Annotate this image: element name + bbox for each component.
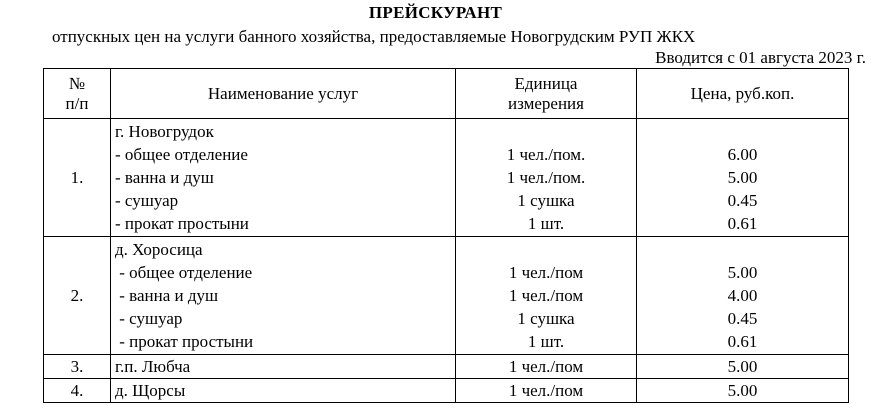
- unit-value: 1 чел./пом: [508, 286, 584, 305]
- unit-value: 1 шт.: [527, 214, 565, 233]
- header-number-line2: п/п: [65, 93, 89, 113]
- unit-value: 1 сушка: [517, 191, 575, 210]
- prices: [637, 119, 849, 237]
- unit-value: 1 чел./пом: [456, 355, 637, 379]
- service-item: - ванна и душ: [115, 286, 219, 305]
- unit-spacer: [456, 120, 636, 143]
- price-spacer: [637, 238, 848, 261]
- price-value: 0.45: [727, 191, 758, 210]
- service-names: [111, 119, 456, 237]
- row-number: 3.: [44, 355, 111, 379]
- table-header-row: [44, 69, 849, 119]
- place-name: д. Щорсы: [111, 379, 456, 403]
- service-names: [111, 237, 456, 355]
- table-row-group-3: [44, 355, 849, 379]
- header-service-name: Наименование услуг: [111, 69, 456, 119]
- service-item: - сушуар: [115, 309, 183, 328]
- unit-value: 1 шт.: [527, 332, 565, 351]
- place-name: г.п. Любча: [111, 355, 456, 379]
- place-name: д. Хоросица: [115, 240, 203, 259]
- unit-value: 1 чел./пом: [456, 379, 637, 403]
- document-title: ПРЕЙСКУРАНТ: [368, 3, 503, 22]
- price-value: 0.45: [727, 309, 758, 328]
- service-item: - ванна и душ: [115, 168, 214, 187]
- price-value: 0.61: [727, 214, 758, 233]
- row-number: 4.: [44, 379, 111, 403]
- unit-spacer: [456, 238, 636, 261]
- header-price: Цена, руб.коп.: [637, 69, 849, 119]
- unit-value: 1 чел./пом: [508, 263, 584, 282]
- price-value: 5.00: [727, 168, 758, 187]
- service-item: - прокат простыни: [115, 332, 254, 351]
- table-row-group-2: [44, 237, 849, 355]
- header-number-line1: №: [68, 73, 86, 93]
- unit-value: 1 сушка: [517, 309, 575, 328]
- price-spacer: [637, 120, 848, 143]
- header-number: [44, 69, 111, 119]
- price-value: 5.00: [637, 379, 849, 403]
- document-subtitle: отпускных цен на услуги банного хозяйства, предоставляемые Новогрудским РУП ЖКХ: [52, 27, 696, 46]
- service-item: - общее отделение: [115, 263, 253, 282]
- service-item: - общее отделение: [115, 145, 248, 164]
- price-value: 6.00: [727, 145, 758, 164]
- unit-value: 1 чел./пом.: [506, 168, 586, 187]
- header-unit-line1: Единица: [514, 73, 578, 93]
- table-row-group-4: [44, 379, 849, 403]
- effective-date: Вводится с 01 августа 2023 г.: [655, 48, 866, 67]
- row-number: 2.: [44, 237, 111, 355]
- service-item: - сушуар: [115, 191, 179, 210]
- units: [456, 119, 637, 237]
- header-unit-line2: измерения: [508, 93, 584, 113]
- row-number: 1.: [44, 119, 111, 237]
- price-value: 4.00: [727, 286, 758, 305]
- price-value: 0.61: [727, 332, 758, 351]
- price-table: [43, 68, 849, 403]
- service-item: - прокат простыни: [115, 214, 249, 233]
- price-value: 5.00: [727, 263, 758, 282]
- unit-value: 1 чел./пом.: [506, 145, 586, 164]
- price-value: 5.00: [637, 355, 849, 379]
- prices: [637, 237, 849, 355]
- units: [456, 237, 637, 355]
- place-name: г. Новогрудок: [115, 122, 214, 141]
- table-row-group-1: [44, 119, 849, 237]
- header-unit: [456, 69, 637, 119]
